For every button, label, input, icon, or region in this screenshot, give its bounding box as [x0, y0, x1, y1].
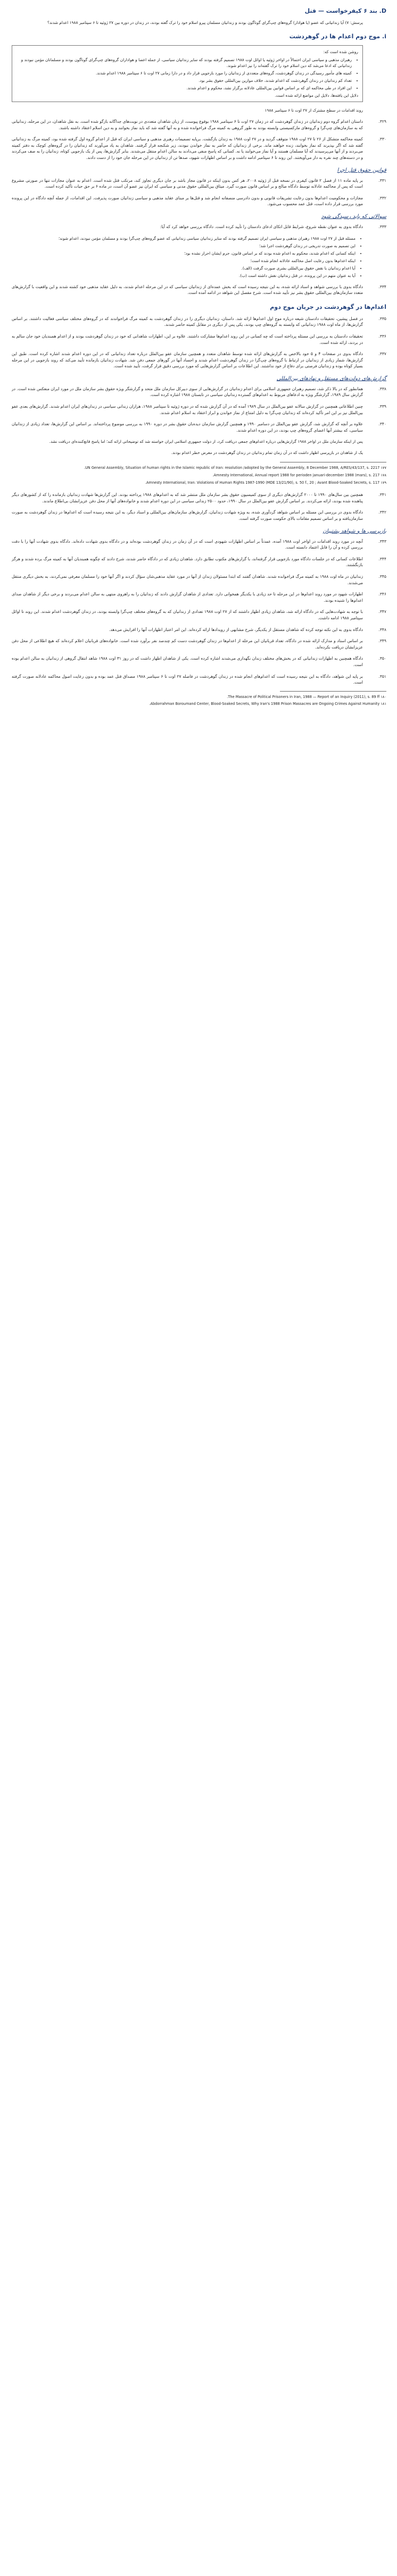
questions-list [12, 235, 363, 279]
paragraph-number: ۳۳۲. [378, 195, 386, 200]
paragraph-text: دادگاه بدوی با بررسی شواهد و اسناد ارائه شده، به این نتیجه رسیده است که بخش عمده‌ای از زندانیان سیاسی که در این مرحله اعدام شدند، به دلیل عقاید مذهبی خود کشته شدند و این واقعیت با گزارش‌های متعدد سازمان‌های بین‌المللی حقوق بشر نیز تأیید شده است. شرح مفصل این شواهد در ادامه آمده است. [12, 284, 363, 296]
footnote-divider [280, 691, 386, 692]
paragraph-text: بر پایه ماده ۱۱ از فصل ۲ قانون کیفری در نسخه قبل از ژوئیه ۲۰۰۸، هر کس بدون اینکه در قانون مجاز باشد بر جان دیگری تجاوز کند، مرتکب قتل شده است. اعدام به عنوان مجازات تنها در صورتی مشروع است که پس از محاکمه عادلانه توسط دادگاه صالح و بر اساس قانون صورت گیرد. میثاق بین‌المللی حقوق مدنی و سیاسی که ایران نیز عضو آن است، در ماده ۶ بر حق حیات تأکید کرده است. [12, 178, 363, 189]
paragraph-number: ۳۳۷. [378, 351, 386, 357]
paragraph-number: ۳۳۰. [378, 137, 386, 142]
paragraph-number: ۳۴۵. [378, 574, 386, 579]
note-paragraph: پس از اینکه سازمان ملل در اواخر ۱۹۸۸ گزارش‌هایی درباره اعدام‌های جمعی دریافت کرد، از دولت جمهوری اسلامی ایران خواسته شد که توضیحاتی ارائه کند؛ اما پاسخ قانع‌کننده‌ای دریافت نشد. [49, 439, 363, 444]
footnote: ۱۷۸ Amnesty International, Annual report 1988 for perioden januari-december 1988 (mars), s. 217. [212, 473, 386, 478]
paragraph-number: ۳۳۳. [378, 224, 386, 229]
subheading-law: قوانین حقوق قتل اجرا [337, 167, 386, 173]
paragraph-number: ۳۴۶. [378, 592, 386, 597]
subheading-interrogations: بازپرسی ها و شواهد پشتیبان [322, 528, 386, 534]
footnote: ۱۸۱ Abdorrahman Boroumand Center, Blood-Soaked Secrets, Why Iran's 1988 Prison Massacres are Ongoing Crimes Against Humanity. [149, 702, 386, 706]
question-item: • آیا به عنوان متهم در این پرونده، در قتل زندانیان نقش داشته است (ب). [12, 273, 355, 279]
paragraph-group-a [12, 119, 386, 161]
numbered-paragraph [12, 574, 386, 586]
paragraph-text: زندانیان در ماه اوت ۱۹۸۸ به کمیته مرگ فراخوانده شدند. شاهدان گفتند که ابتدا مسئولان زندان از آنها در مورد عقاید مذهبی‌شان سؤال کردند و اگر آنها خود را مسلمان معرفی نمی‌کردند، به بخش دیگری منتقل می‌شدند. [12, 574, 363, 585]
question-item: • این تصمیم به صورت تدریجی در زندان گوهردشت اجرا شد؛ [12, 243, 355, 249]
numbered-paragraph [12, 638, 386, 650]
note-paragraph: یک از شاهدان در بازپرسی اظهار داشت که در آن زمان تمام زندانیان در زندان گوهردشت در معرض خطر اعدام بودند. [171, 450, 363, 456]
findings-box-title: روشن شده است که: [323, 49, 358, 54]
question-item: • اینکه کسانی که اعدام شدند، محکوم به اعدام شده بودند که بر اساس قانون، جرم ایشان احراز نشده بود؛ [12, 250, 355, 256]
paragraph-number: ۳۳۸. [378, 386, 386, 391]
finding-item: • رهبران مذهبی و سیاسی ایران احتمالاً در اواخر ژوئیه یا اوائل اوت ۱۹۸۸ تصمیم گرفته بودند که سایر زندانیان سیاسی، از جمله اعضا و هواداران گروه‌های چپ‌گرای گوناگون بودند و مسلمانان مؤمن نبودند و زندانیانی که ادعا می‌شد که دین اسلام خود را ترک گفته‌اند را نیز اعدام شوند. [16, 57, 352, 69]
paragraph-number: ۳۴۴. [378, 556, 386, 561]
paragraph-group-g [12, 492, 386, 521]
numbered-paragraph [12, 195, 386, 207]
paragraph-text: مجازات و محکومیت اعدام‌ها بدون رعایت تشریفات قانونی و بدون دادرسی منصفانه انجام شد و قتل‌ها بر مبنای عقاید مذهبی و سیاسی زندانیان صورت پذیرفت. این اقدامات، از جمله آنچه دادگاه در این پرونده مورد بررسی قرار داده است، قتل عمد محسوب می‌شود. [12, 195, 363, 207]
numbered-paragraph [12, 421, 386, 433]
paragraph-text: تحقیقات دادستان به بررسی این مسئله پرداخته است که چه کسانی در این روند اعدام‌ها مشارکت داشتند. علاوه بر این، اظهارات شاهدانی که خود در زندان گوهردشت بودند و از اعدام همبندیان خود جان سالم به در بردند، ارائه شده است. [12, 333, 363, 345]
numbered-paragraph [12, 556, 386, 568]
paragraph-text: دادگاه بدوی در صفحات ۴ و ۵ خود بالاخص به گزارش‌های ارائه شده توسط شاهدان متعدد و همچنین سازمان عفو بین‌الملل درباره تعداد زندانیانی که در این دوره اعدام شدند اشاره کرده است. طبق این گزارش‌ها، شمار زیادی از زندانیان در ارتباط با گروه‌های چپ‌گرا در زندان گوهردشت اعدام شدند و اجساد آنها در گورهای جمعی دفن شد. شهادت زندانیان بازمانده تأیید می‌کند که روند بازجویی در این مرحله بسیار کوتاه بوده و زندانیان فرصتی برای دفاع از خود نداشتند. این اطلاعات بر اساس گزارش‌هایی که مورد بررسی دقیق قرار گرفت، تأیید شده است. [12, 351, 363, 369]
numbered-paragraph [12, 316, 386, 328]
numbered-paragraph [12, 655, 386, 668]
numbered-paragraph [12, 591, 386, 603]
numbered-paragraph [12, 609, 386, 621]
paragraph-number: ۳۴۸. [378, 627, 386, 632]
numbered-paragraph [12, 284, 386, 296]
paragraph-number: ۳۳۶. [378, 333, 386, 339]
question-item: • مسئله قبل از ۲۷ اوت ۱۹۸۸ رهبران مذهبی و سیاسی ایران تصمیم گرفته بودند که سایر زندانیان سیاسی زندانیانی که عضو گروه‌های چپ‌گرا بودند و مسلمان مؤمن نبودند، اعدام شوند؛ [12, 235, 355, 241]
paragraph-group-b [12, 178, 386, 207]
paragraph-number: ۳۴۰. [378, 422, 386, 427]
footnote: ۱۷۷ UN General Assembly, Situation of human rights in the Islamic republic of Iran: resolution /adopted by the General Assembly, 8 December 1988, A/RES/43/137, s. 2217. [84, 466, 386, 470]
paragraph-number: ۳۳۹. [378, 404, 386, 409]
section-heading: D. بند ۶ کیفرخواست — قتل [304, 7, 386, 14]
paragraph-text: دادگاه بدوی در بررسی این مسئله بر اساس شواهد گردآوری شده، به ویژه شهادت زندانیان، گزارش‌های سازمان‌های بین‌المللی و اسناد دیگر، به این نتیجه رسیده است که اعدام‌ها در زندان گوهردشت به صورت سازمان‌یافته و بر اساس تصمیم مقامات بالای حکومت صورت گرفته است. [12, 510, 363, 521]
paragraph-number: ۳۳۱. [378, 178, 386, 183]
paragraph-text: دادگاه بدوی به این نکته توجه کرده که شاهدان مستقل از یکدیگر، شرح مشابهی از رویدادها ارائه کرده‌اند. این امر اعتبار اظهارات آنها را افزایش می‌دهد. [109, 627, 363, 632]
date-range-line: روند اقدامات در سطح مشترک از ۲۷ اوت تا ۶ سپتامبر ۱۹۸۸ [264, 108, 363, 113]
paragraph-text: داستان اعدام گروه دوم زندانیان در زندان گوهردشت که در زمان ۲۷ اوت تا ۶ سپتامبر ۱۹۸۸ بوقوع پیوست، از زبان شاهدان متعددی در نوبت‌های جداگانه بازگو شده است. به نقل شاهدان، در این مرحله، زندانیانی که به سازمان‌های چپ‌گرا و گروه‌های مارکسیستی وابسته بودند به طور گروهی به کمیته مرگ فراخوانده شده و به آنها گفته شد که باید نماز بخوانند و به دین اسلام اعتقاد داشته باشند. [12, 119, 363, 130]
numbered-paragraph [12, 674, 386, 686]
paragraph-number: ۳۲۹. [378, 119, 386, 124]
paragraph-text: دادگاه بدوی به عنوان نقطه شروع، شرایط قابل اتکای ادعای دادستان را تأیید کرده است. دادگاه بررسی خواهد کرد که آیا: [160, 224, 363, 229]
finding-item: • این افراد در طی محاکمه ای که بر اساس قوانین بین‌المللی عادلانه برگزار نشد، محکوم و اعدام شدند. [16, 85, 352, 91]
paragraph-text: بر پایه این شواهد، دادگاه به این نتیجه رسیده است که اعدام‌های انجام شده در زندان گوهردشت در فاصله ۲۷ اوت تا ۶ سپتامبر ۱۹۸۸ مصداق قتل عمد بوده و بدون رعایت اصول محاکمه عادلانه صورت گرفته است. [12, 674, 363, 685]
paragraph-number: ۳۳۵. [378, 316, 386, 321]
finding-item: • تعداد کم زندانیان در زندان گوهردشت که اعدام شدند، خلاف موازین بین‌المللی حقوق بشر بود. [16, 78, 352, 83]
question-item: • آیا اعدام زندانیان با نقض حقوق بین‌المللی بشری صورت گرفت (الف). [12, 265, 355, 271]
subheading-executions: اعدام‌ها در گوهردشت در جریان موج دوم [270, 303, 386, 310]
paragraph-number: ۳۴۷. [378, 609, 386, 614]
paragraph-group-e [12, 316, 386, 369]
subheading-second-wave: i. موج دوم اعدام ها در گوهردشت [289, 33, 386, 40]
question-item: • اینکه اعدام‌ها بدون رعایت اصل محاکمه عادلانه انجام شده است؛ [12, 258, 355, 264]
numbered-paragraph [12, 333, 386, 346]
paragraph-text: دادگاه همچنین به اظهارات زندانیانی که در بخش‌های مختلف زندان نگهداری می‌شدند اشاره کرده است. یکی از شاهدان اظهار داشت که در روز ۳۱ اوت ۱۹۸۸ شاهد انتقال گروهی از زندانیان به سالن اعدام بوده است. [12, 656, 363, 667]
numbered-paragraph [12, 136, 386, 161]
paragraph-text: چنین اطلاعاتی همچنین در گزارش سالانه عفو بین‌الملل در سال ۱۹۸۹ آمده که در آن گزارش شده که در دوره ژوئیه تا سپتامبر ۱۹۸۸، هزاران زندانی سیاسی در زندان‌های ایران اعدام شدند. گزارش‌های بعدی عفو بین‌الملل نیز بر این امر تأکید کرده‌اند که زندانیان چپ‌گرا به دلیل امتناع از نماز خواندن و ابراز اعتقاد به اسلام اعدام شدند. [12, 404, 363, 415]
numbered-paragraph [12, 492, 386, 504]
numbered-paragraph [12, 119, 386, 131]
paragraph-number: ۳۴۳. [378, 538, 386, 544]
numbered-paragraph [12, 351, 386, 369]
paragraph-text: بر اساس اسناد و مدارک ارائه شده در دادگاه، تعداد قربانیان این مرحله از اعدام‌ها در زندان گوهردشت دست کم چندصد نفر برآورد شده است. خانواده‌های قربانیان اعلام کرده‌اند که هیچ اطلاعی از محل دفن عزیزانشان دریافت نکرده‌اند. [12, 638, 363, 650]
numbered-paragraph [12, 627, 386, 633]
paragraph-text: همچنین بین سال‌های ۱۹۹۰ تا ۲۰۰۰ گزارش‌های دیگری از سوی کمیسیون حقوق بشر سازمان ملل منتشر شد که به اعدام‌های ۱۹۸۸ پرداخته بودند. این گزارش‌ها شهادت زندانیان بازمانده را که از کشورهای دیگر پناهنده شده بودند، ارائه می‌کردند. بر اساس گزارش عفو بین‌الملل در سال ۱۹۹۰، حدود ۲۵۰۰ زندانی سیاسی در این دوره اعدام شدند و خانواده‌های آنها از محل دفن عزیزانشان بی‌اطلاع ماندند. [12, 492, 363, 503]
paragraph-group-f [12, 386, 386, 434]
paragraph-number: ۳۴۲. [378, 510, 386, 515]
footnote: ۱۸۰ The Massacre of Political Prisoners in Iran, 1988 — Report of an Inquiry (2011), s. 89 ff. [227, 694, 386, 699]
paragraph-text: کمیته محاکمه متشکل از ۲۶ تا ۲۷ اوت ۱۹۸۸ متوقف گردید و در ۲۷ اوت ۱۹۸۸ به زندان بازگشت. برپایه تصمیمات رهبری مذهبی و سیاسی ایران که قبل از اعدام گروه اول گرفته شده بود، کمیته مرگ به زندانیانی گفته شد که اگر بپذیرند که نماز بخوانند، زنده خواهند ماند. برخی از زندانیان که حاضر به نماز خواندن نبودند، زیر شکنجه قرار گرفتند. شاهدان به یاد می‌آورند که زندانیان را در گروه‌های کوچک به دفتر کمیته می‌بردند و از آنها می‌پرسیدند که آیا مسلمان هستند و آیا نماز می‌خوانند یا نه. کسانی که پاسخ منفی می‌دادند به سالن اعدام منتقل می‌شدند. بنابر گزارش‌ها، پس از یک بازجویی کوتاه، زندانیان را به صف می‌کردند و در دسته‌های چند نفره به دار می‌آویختند. این روند تا ۶ سپتامبر ادامه داشت و بر اساس اظهارات شهود، صدها تن از زندانیان در این مرحله جان خود را از دست دادند. [12, 137, 363, 160]
footnote: ۱۷۹ Amnesty International, Iran: Violations of Human Rights 1987-1990 (MDE 13/21/90), s. 50 f., 20 ; Avant Blood-Soaked Secrets, s. 117. [145, 480, 386, 485]
paragraph-text: با توجه به شهادت‌هایی که در دادگاه ارائه شد، شاهدان زیادی اظهار داشتند که از ۲۷ اوت ۱۹۸۸ تعدادی از زندانیان که به گروه‌های مختلف چپ‌گرا وابسته بودند، در زندان گوهردشت اعدام شدند. این روند تا اوائل سپتامبر ۱۹۸۸ ادامه داشت. [12, 609, 363, 620]
footnotes-bottom [12, 695, 386, 707]
paragraph-text: در فصل پیشین، تحقیقات دادستان شیعه درباره موج اول اعدام‌ها ارائه شد. داستان، زندانیان دیگری را در زندان گوهردشت به کمیته مرگ فراخواندند که در گروه‌های مختلف سیاسی فعالیت داشتند. بر اساس گزارش‌ها، از ماه اوت ۱۹۸۸ زندانیانی که وابسته به گروه‌های چپ بودند، یکی پس از دیگری در مقابل کمیته حاضر شدند. [12, 316, 363, 327]
paragraph-number: ۳۴۹. [378, 638, 386, 644]
document-page [12, 7, 386, 709]
paragraph-number: ۳۳۴. [378, 284, 386, 289]
paragraph-group-h [12, 538, 386, 686]
numbered-paragraph [12, 403, 386, 416]
footnotes [12, 466, 386, 485]
paragraph-text: اظهارات شهود در مورد روند اعدام‌ها در این مرحله تا حد زیادی با یکدیگر همخوانی دارد. تعدادی از شاهدان گزارش دادند که زندانیان را به راهروی منتهی به سالن اعدام می‌بردند و برخی دیگر از شاهدان صدای اعدام‌ها را شنیده بودند. [12, 592, 363, 603]
numbered-paragraph [12, 224, 386, 230]
paragraph-text: همانطور که در بالا ذکر شد، تصمیم رهبران جمهوری اسلامی برای اعدام زندانیان در گزارش‌هایی از سوی دبیرکل سازمان ملل متحد و گزارشگر ویژه حقوق بشر سازمان ملل در مورد ایران منعکس شده است. در گزارش سال ۱۹۸۹، گزارشگر ویژه به ادعاهای مربوط به اعدام‌های گسترده زندانیان سیاسی در تابستان ۱۹۸۸ اشاره کرده است. [12, 386, 363, 398]
paragraph-number: ۳۵۰. [378, 656, 386, 661]
intro-question: پرسش: ۷) آیا زندانیانی که عضو (یا هوادار) گروه‌های چپ‌گرای گوناگون بودند و زندانیان مسلمان پیرو اسلام خود را ترک گفته بودند، در زندان در دوره بین ۲۷ ژوئیه تا ۶ سپتامبر ۱۹۸۸ اعدام شدند؟ [47, 20, 363, 25]
numbered-paragraph [12, 178, 386, 190]
findings-list [16, 57, 352, 91]
paragraph-number: ۳۵۱. [378, 674, 386, 679]
paragraph-text: آنچه در مورد روند اقدامات در اواخر اوت ۱۹۸۸ آمده، عمدتاً بر اساس اظهارات شهودی است که در آن زمان در زندان گوهردشت بوده‌اند و در دادگاه بدوی شهادت داده‌اند. دادگاه بدوی شهادت آنها را با دقت بررسی کرده و آن را قابل اعتماد دانسته است. [12, 538, 363, 550]
findings-box [12, 45, 363, 102]
paragraph-number: ۳۴۱. [378, 492, 386, 498]
subheading-questions: سوالاتی که باید رسیدگی شود [321, 213, 386, 220]
numbered-paragraph [12, 509, 386, 521]
numbered-paragraph [12, 538, 386, 551]
finding-item: • کمیته های مأمور رسیدگی در زندان گوهردشت، گروه‌های متعددی از زندانیان را مورد بازجویی قرار داد و در دارا زمانی ۲۷ اوت تا ۶ سپتامبر ۱۹۸۸ اعدام شدند. [16, 70, 352, 76]
subheading-reports: گزارش‌های دولت‌های مستقل و نهادهای بین‌المللی [276, 375, 386, 382]
paragraph-text: اطلاعات کسانی که در جلسات دادگاه مورد بازجویی قرار گرفته‌اند، با گزارش‌های مکتوب تطابق دارد. شاهدان زیادی که در دادگاه حاضر شدند، شرح دادند که چگونه همبندیان آنها به کمیته مرگ برده شدند و هرگز بازنگشتند. [12, 556, 363, 568]
paragraph-text: علاوه بر آنچه که گزارش شد، گزارش عفو بین‌الملل در دسامبر ۱۹۹۰ و همچنین گزارش سازمان دیده‌بان حقوق بشر در دوره ۱۹۹۰ به بررسی موضوع پرداخته‌اند. بر اساس این گزارش‌ها، تعداد زیادی از زندانیان سیاسی، که بیشتر آنها اعضای گروه‌های چپ بودند، در این دوره اعدام شدند. [12, 422, 363, 433]
numbered-paragraph [12, 386, 386, 398]
findings-box-footer: دلایل این یافته‌ها، دلایل این مواضع ارائه شده است. [275, 93, 358, 98]
